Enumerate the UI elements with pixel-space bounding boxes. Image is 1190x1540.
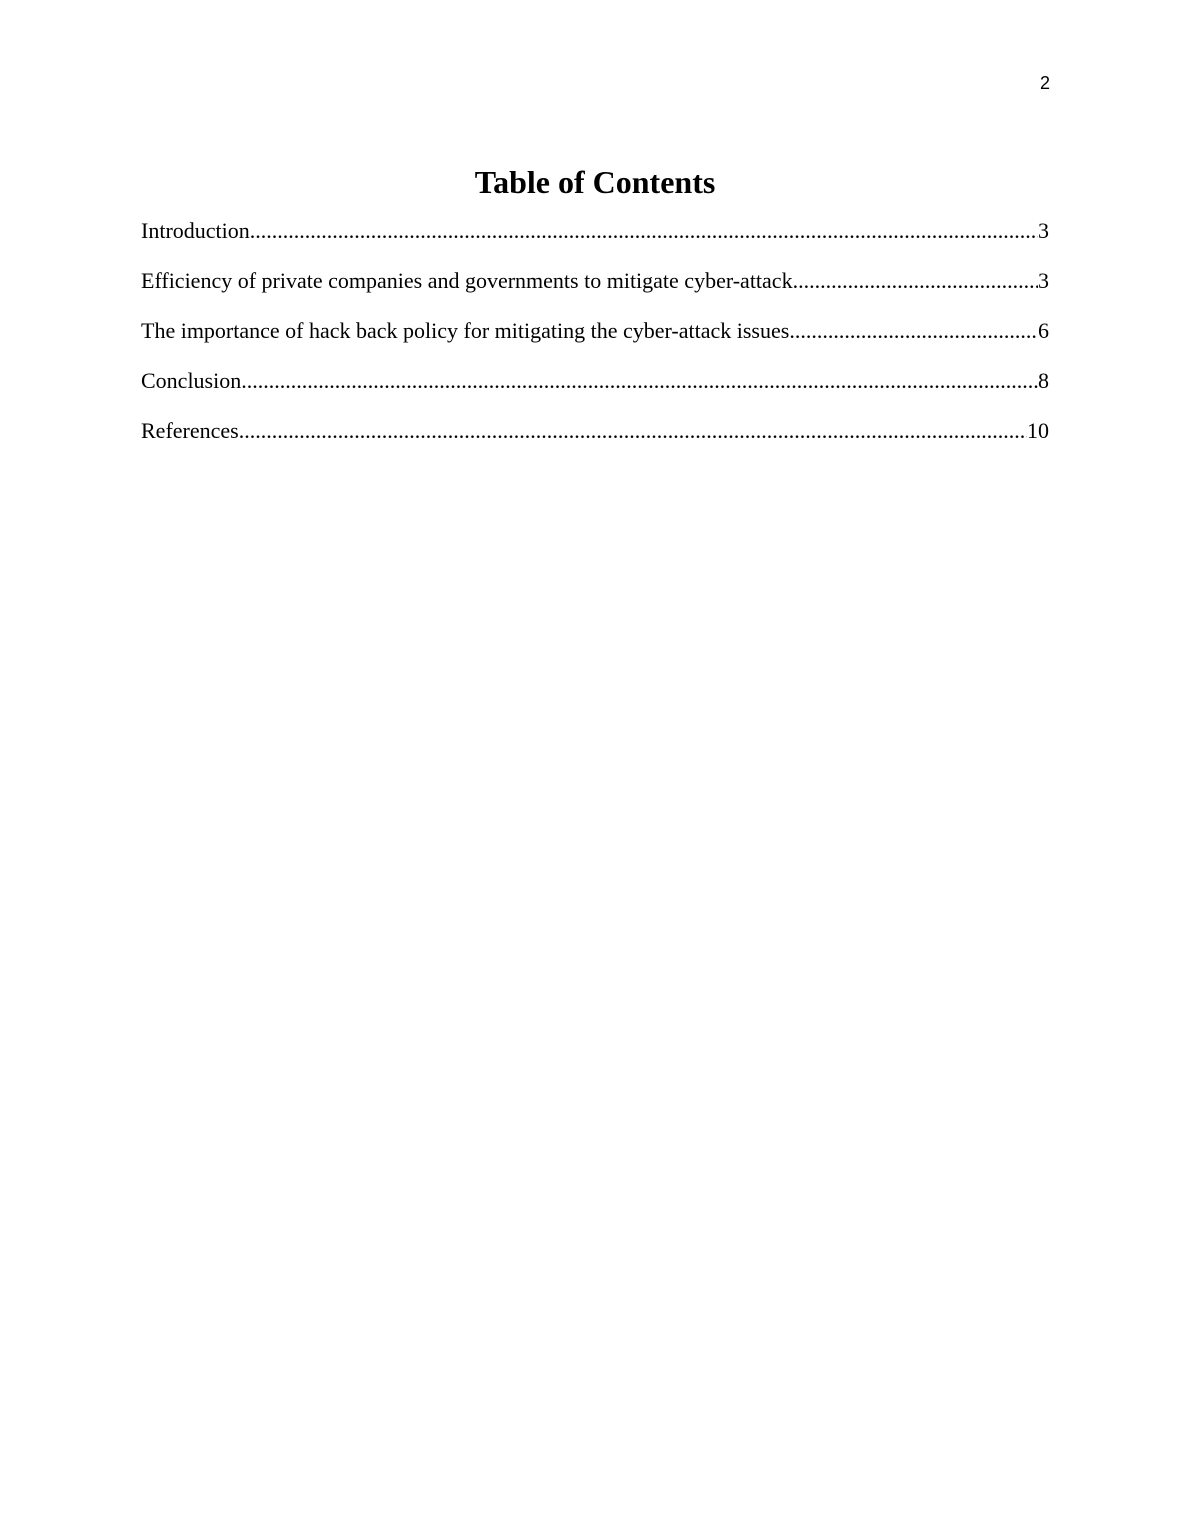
toc-entry-label: Efficiency of private companies and governments to mitigate cyber-attack xyxy=(141,268,793,293)
toc-entry-introduction[interactable] xyxy=(141,216,1049,266)
toc-entry-conclusion[interactable] xyxy=(141,366,1049,416)
toc-entry-label: References xyxy=(141,418,239,443)
toc-dot-leader xyxy=(789,316,1038,346)
toc-entry-hack-back-policy[interactable] xyxy=(141,316,1049,366)
toc-entry-page: 6 xyxy=(1038,318,1049,343)
toc-entry-page: 3 xyxy=(1038,218,1049,243)
toc-entry-page: 8 xyxy=(1038,368,1049,393)
toc-entry-label: Conclusion xyxy=(141,368,242,393)
toc-dot-leader xyxy=(241,366,1038,396)
toc-entry-label: The importance of hack back policy for mitigating the cyber-attack issues xyxy=(141,318,790,343)
toc-entry-page: 10 xyxy=(1027,418,1049,443)
toc-dot-leader xyxy=(793,266,1038,296)
toc-entry-label: Introduction xyxy=(141,218,250,243)
page-number: 2 xyxy=(1039,73,1050,93)
toc-title: Table of Contents xyxy=(474,164,716,200)
toc-dot-leader xyxy=(239,416,1027,446)
toc-entry-page: 3 xyxy=(1038,268,1049,293)
toc-dot-leader xyxy=(250,216,1038,246)
toc-entry-references[interactable] xyxy=(141,416,1049,466)
toc-list xyxy=(141,216,1049,466)
toc-entry-efficiency[interactable] xyxy=(141,266,1049,316)
